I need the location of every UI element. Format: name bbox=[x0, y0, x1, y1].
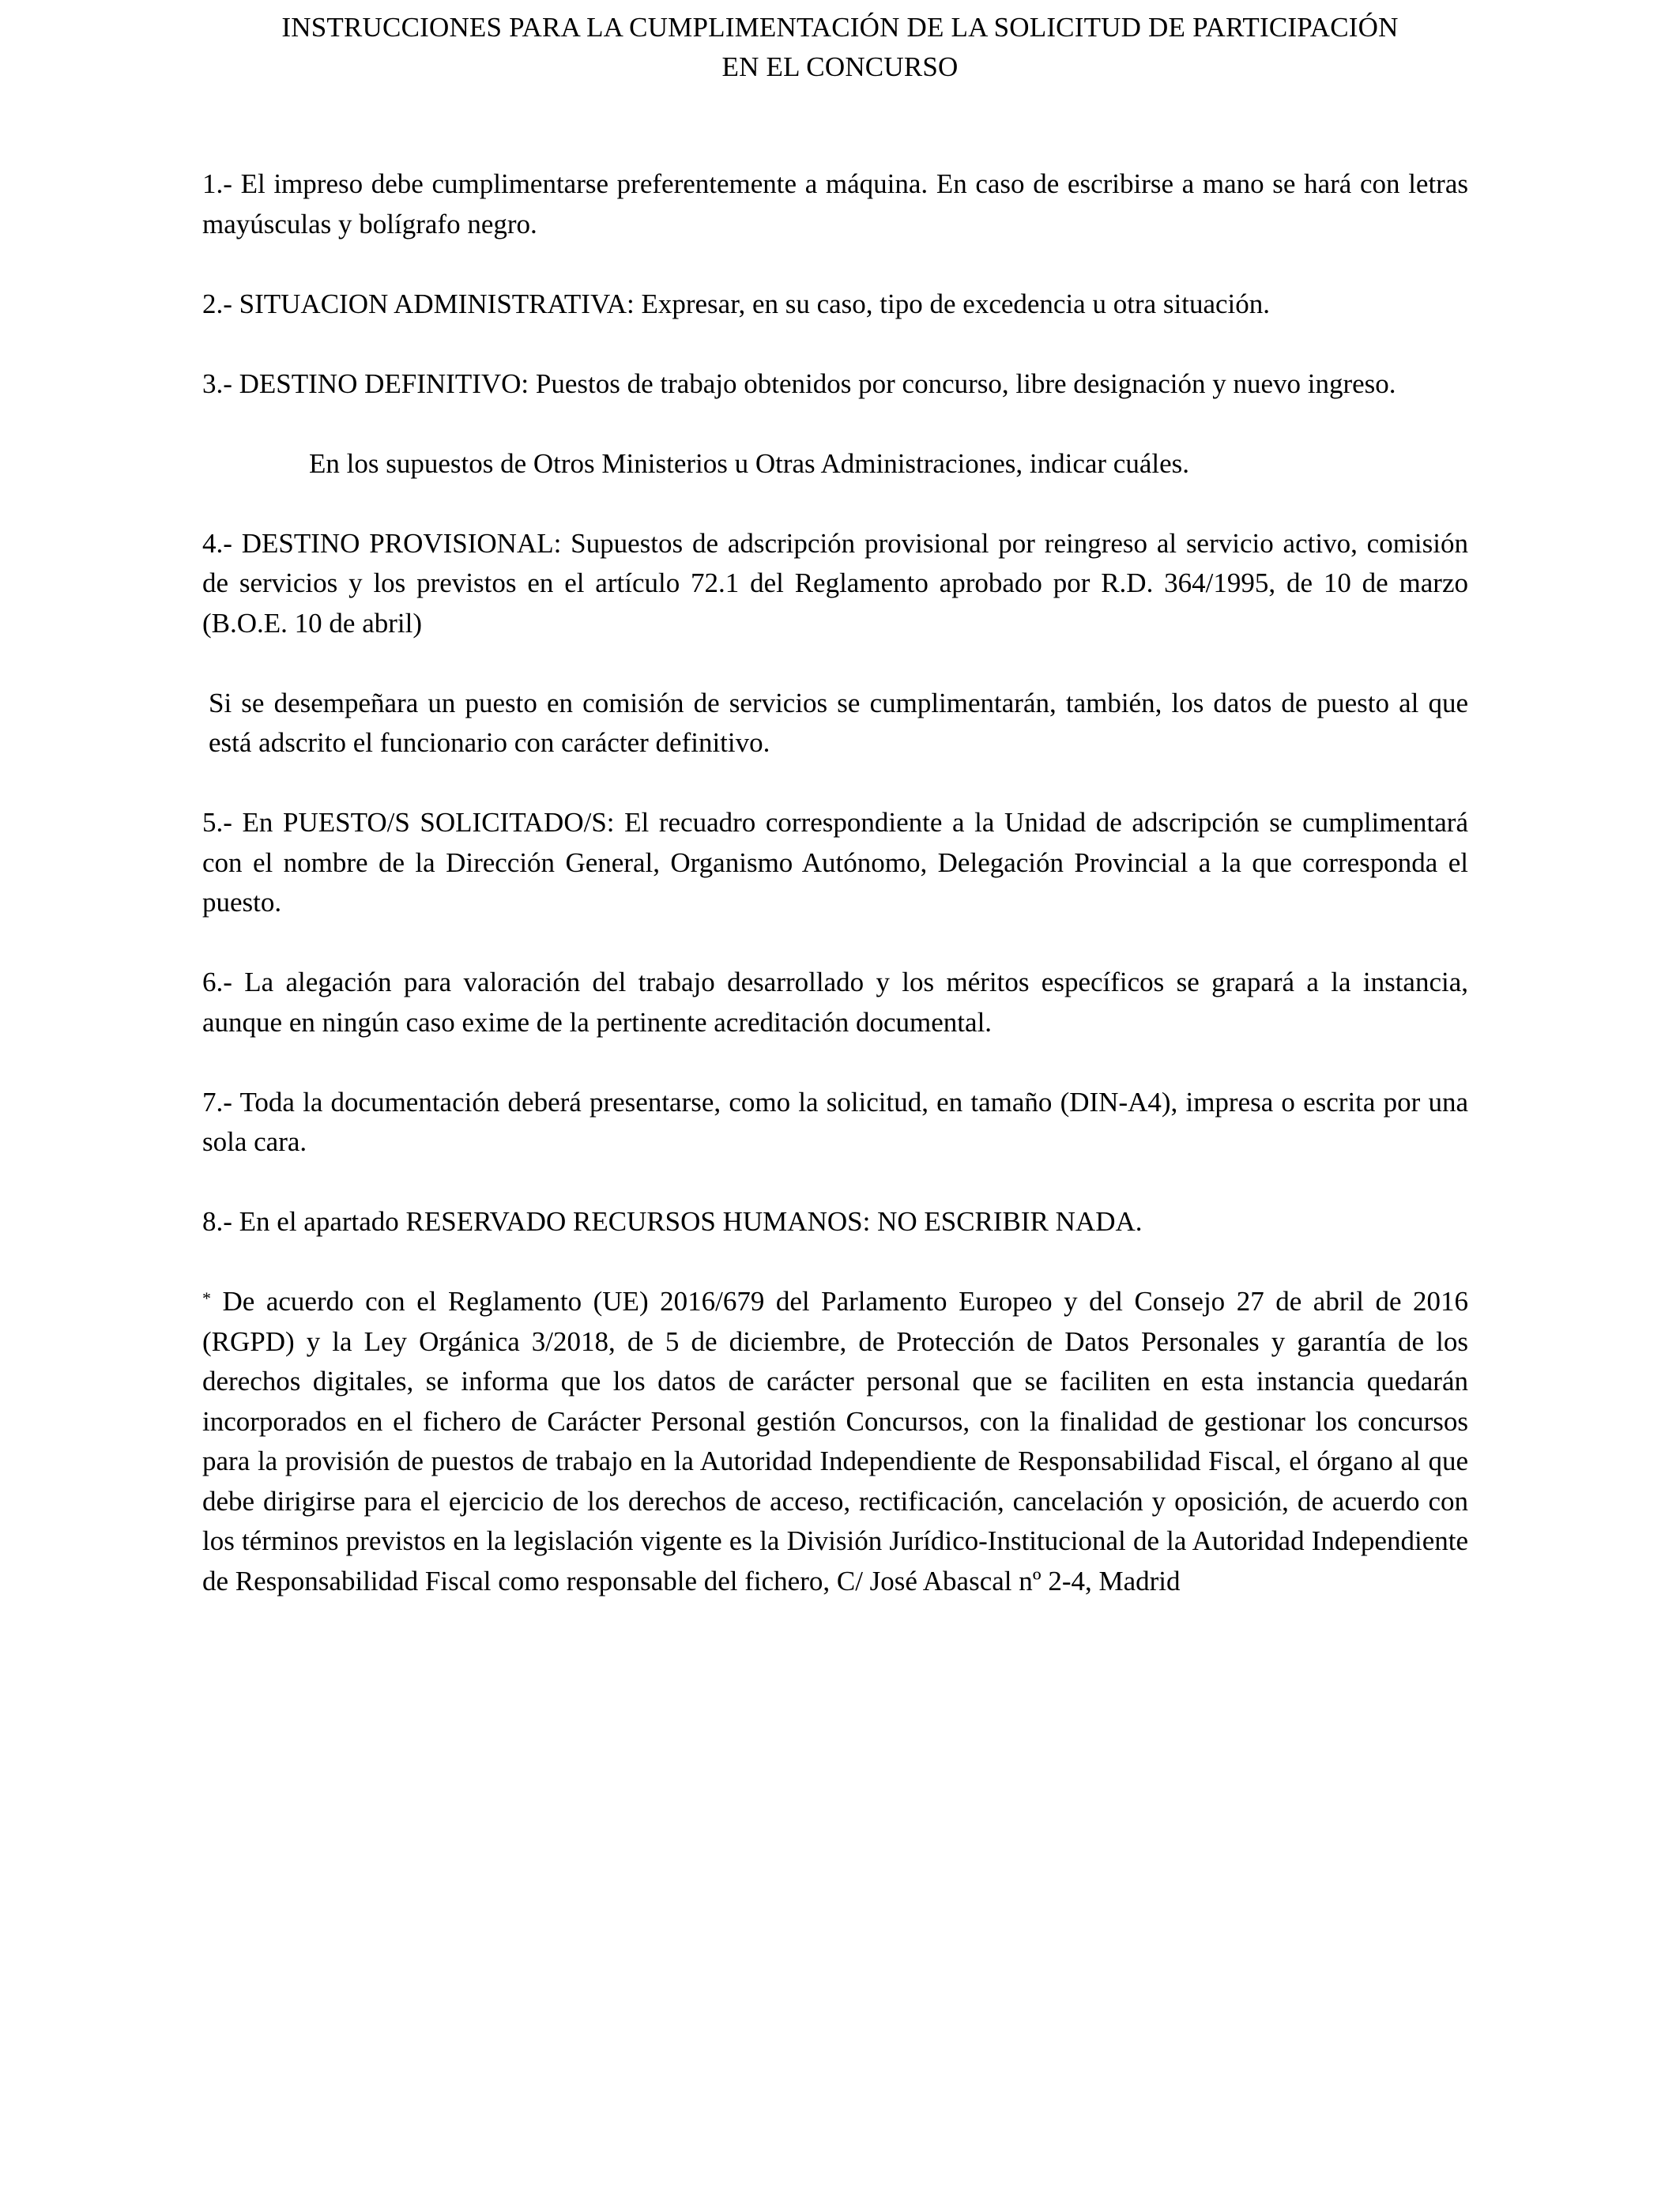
instruction-5: 5.- En PUESTO/S SOLICITADO/S: El recuadro correspondiente a la Unidad de adscripción se cumplimentará con el nombre de la Dirección General, Organismo Autónomo, Delegación Provincial a la que corresponda el puesto. bbox=[202, 807, 1468, 918]
footnote-marker: * bbox=[202, 1288, 211, 1308]
instruction-3-note: En los supuestos de Otros Ministerios u Otras Administraciones, indicar cuáles. bbox=[309, 447, 1190, 479]
title-line-2: EN EL CONCURSO bbox=[721, 51, 959, 82]
title-line-1: INSTRUCCIONES PARA LA CUMPLIMENTACIÓN DE LA SOLICITUD DE PARTICIPACIÓN bbox=[281, 12, 1399, 43]
instruction-3: 3.- DESTINO DEFINITIVO: Puestos de trabajo obtenidos por concurso, libre designación y nuevo ingreso. bbox=[202, 368, 1396, 399]
instruction-2: 2.- SITUACION ADMINISTRATIVA: Expresar, en su caso, tipo de excedencia u otra situación. bbox=[202, 288, 1270, 319]
instruction-6: 6.- La alegación para valoración del trabajo desarrollado y los méritos específicos se grapará a la instancia, aunque en ningún caso exime de la pertinente acreditación documental. bbox=[202, 967, 1468, 1038]
footnote-text: De acuerdo con el Reglamento (UE) 2016/679 del Parlamento Europeo y del Consejo 27 de abril de 2016 (RGPD) y la Ley Orgánica 3/2018, de 5 de diciembre, de Protección de Datos Personales y garantía de los derechos digitales, se informa que los datos de carácter personal que se faciliten en esta instancia quedarán incorporados en el fichero de Carácter Personal gestión Concursos, con la finalidad de gestionar los concursos para la provisión de puestos de trabajo en la Autoridad Independiente de Responsabilidad Fiscal, el órgano al que debe dirigirse para el ejercicio de los derechos de acceso, rectificación, cancelación y oposición, de acuerdo con los términos previstos en la legislación vigente es la División Jurídico-Institucional de la Autoridad Independiente de Responsabilidad Fiscal como responsable del fichero, C/ José Abascal nº 2-4, Madrid bbox=[202, 1286, 1469, 1596]
instruction-8: 8.- En el apartado RESERVADO RECURSOS HUMANOS: NO ESCRIBIR NADA. bbox=[202, 1206, 1143, 1237]
data-protection-footnote bbox=[202, 1282, 1468, 1601]
page-title bbox=[0, 8, 1680, 87]
instruction-4-note: Si se desempeñara un puesto en comisión de servicios se cumplimentarán, también, los datos de puesto al que está adscrito el funcionario con carácter definitivo. bbox=[209, 687, 1468, 758]
document-body bbox=[202, 164, 1468, 1642]
instruction-1: 1.- El impreso debe cumplimentarse preferentemente a máquina. En caso de escribirse a mano se hará con letras mayúsculas y bolígrafo negro. bbox=[202, 168, 1468, 239]
instruction-4: 4.- DESTINO PROVISIONAL: Supuestos de adscripción provisional por reingreso al servicio activo, comisión de servicios y los previstos en el artículo 72.1 del Reglamento aprobado por R.D. 364/1995, de 10 de marzo (B.O.E. 10 de abril) bbox=[202, 527, 1468, 639]
instruction-7: 7.- Toda la documentación deberá presentarse, como la solicitud, en tamaño (DIN-A4), impresa o escrita por una sola cara. bbox=[202, 1086, 1468, 1157]
